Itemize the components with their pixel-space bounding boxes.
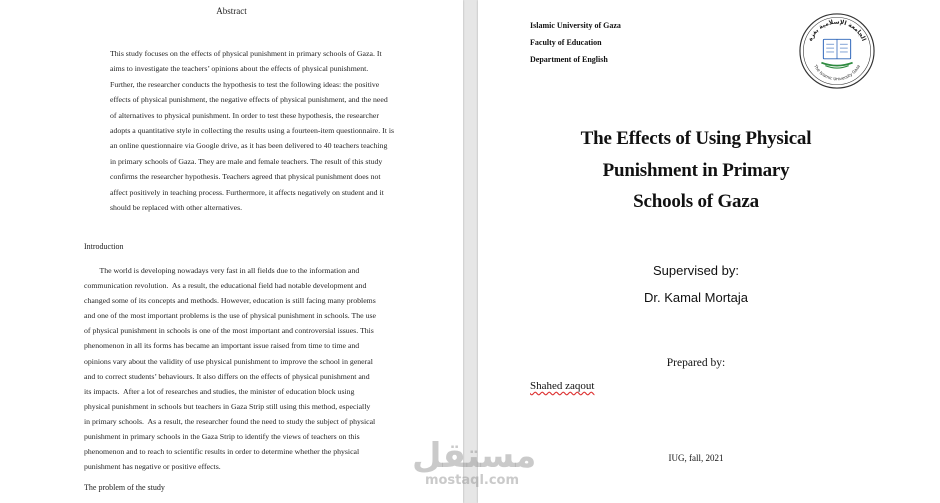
introduction-heading: Introduction — [84, 242, 124, 251]
abstract-line: of alternatives to physical punishment. In order to test these hypothesis, the researcher — [110, 110, 379, 120]
intro-line: its impacts. After a lot of researches and studies, the minister of education block using — [84, 386, 355, 396]
intro-line: communication revolution. As a result, the educational field had notable development and — [84, 281, 367, 291]
intro-line: in primary schools. As a result, the researcher found the need to study the subject of physical — [84, 416, 376, 426]
intro-line: The world is developing nowadays very fast in all fields due to the information and — [84, 266, 360, 275]
thesis-title-line: Schools of Gaza — [633, 191, 759, 212]
abstract-line: in primary schools of Gaza. They are male and female teachers. The result of this study — [110, 156, 383, 166]
prepared-label: Prepared by: — [666, 357, 726, 369]
logo-arabic-text: الجامعة الإسلامية بغزة — [806, 18, 868, 43]
intro-line: phenomenon in all its forms has became an important issue raised from time to time and — [84, 341, 360, 351]
abstract-line: effects of physical punishment, the negative effects of physical punishment, and the need — [110, 95, 388, 105]
author-name[interactable]: Shahed zaqout — [530, 380, 595, 392]
date-line: IUG, fall, 2021 — [668, 453, 724, 463]
supervised-label: Supervised by: — [653, 263, 739, 278]
intro-line: physical punishment in schools but teachers in Gaza Strip still using this method, especially — [84, 401, 371, 411]
document-page-cover — [478, 0, 940, 503]
intro-line: opinions vary about the validity of use physical punishment to improve the school in general — [84, 356, 373, 366]
abstract-line: an online questionnaire via Google drive, as it has been delivered to 40 teachers teaching — [110, 141, 388, 151]
document-page-abstract — [0, 0, 463, 503]
abstract-line: This study focuses on the effects of physical punishment in primary schools of Gaza. It — [110, 49, 382, 58]
university-seal-icon — [798, 12, 876, 90]
intro-line: and one of the most important problems is the use of physical punishment in schools. The use — [84, 311, 376, 321]
intro-line: punishment has negative or positive effects. — [84, 462, 221, 472]
intro-line: punishment in primary schools in the Gaza Strip to identify the views of teachers on this — [84, 432, 360, 442]
watermark-arabic: مستقل — [412, 436, 537, 476]
abstract-paragraph — [110, 46, 435, 215]
intro-line: of physical punishment in schools is one of the most important and controversial issues. This — [84, 326, 374, 336]
intro-line: phenomenon and to reach to scientific results in order to determine whether the physical — [84, 447, 360, 457]
abstract-line: should be replaced with other alternatives. — [110, 203, 243, 213]
university-name: Islamic University of Gaza — [530, 21, 621, 30]
abstract-line: Further, the researcher conducts the hypothesis to test the following ideas: the positive — [110, 79, 380, 89]
thesis-title-line: Punishment in Primary — [602, 160, 790, 181]
supervisor-name: Dr. Kamal Mortaja — [643, 290, 749, 305]
logo-latin-text: The Islamic University Gaza — [813, 63, 861, 82]
problem-heading: The problem of the study — [84, 483, 165, 492]
intro-line: changed some of its concepts and methods. However, education is still facing many problems — [84, 296, 376, 306]
abstract-line: affect positively in teaching process. Furthermore, it affects negatively on student and it — [110, 187, 384, 197]
intro-line: and to correct students’ behaviours. It also differs on the effects of physical punishment and — [84, 371, 370, 381]
abstract-line: confirms the researcher hypothesis. Teachers agreed that physical punishment does not — [110, 172, 381, 182]
faculty-name: Faculty of Education — [530, 38, 602, 47]
introduction-paragraph — [84, 263, 414, 474]
abstract-line: adopts a quantitative style in collecting the results using a fourteen-item questionnaire. It is — [110, 126, 395, 136]
thesis-title-line: The Effects of Using Physical — [580, 128, 812, 149]
department-name: Department of English — [530, 55, 608, 64]
watermark-latin: mostaql.com — [424, 473, 520, 488]
abstract-line: aims to investigate the teachers’ opinions about the effects of physical punishment. — [110, 64, 369, 74]
abstract-heading: Abstract — [216, 6, 247, 16]
